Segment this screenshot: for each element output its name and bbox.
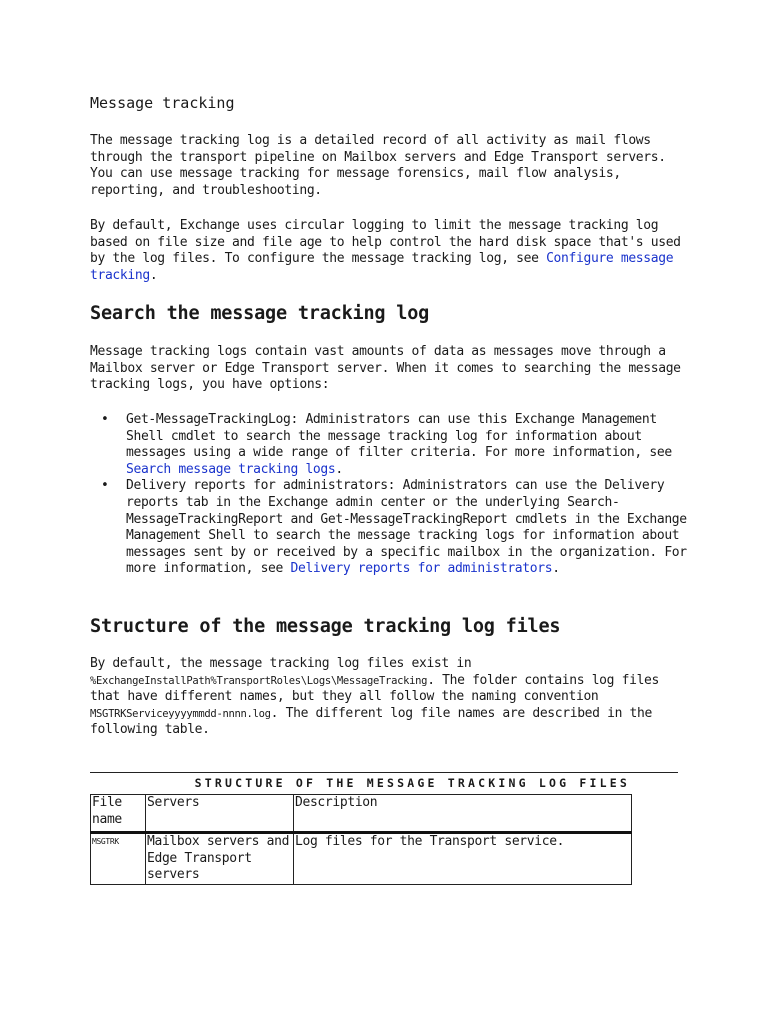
- table-row: [91, 833, 632, 885]
- search-paragraph: Message tracking logs contain vast amounts of data as messages move through a Mailbox server or Edge Transport server. When it comes to searching the message tracking logs, you have options:: [90, 344, 681, 393]
- folder-path: %ExchangeInstallPath%TransportRoles\Logs\MessageTracking: [90, 674, 428, 687]
- circular-logging-paragraph: [90, 218, 690, 284]
- paragraph-end: .: [149, 267, 158, 283]
- search-message-tracking-logs-link[interactable]: Search message tracking logs: [126, 461, 336, 477]
- options-list: [90, 412, 690, 578]
- table-top-rule: [90, 772, 678, 773]
- table-header-row: [91, 795, 632, 833]
- structure-paragraph: [90, 656, 690, 739]
- header-servers: Servers: [146, 795, 294, 833]
- bullet-icon: •: [101, 412, 109, 427]
- structure-heading: Structure of the message tracking log files: [90, 616, 561, 637]
- naming-convention: MSGTRKServiceyyyymmdd-nnnn.log: [90, 707, 271, 720]
- bullet-icon: •: [101, 478, 109, 494]
- intro-paragraph: The message tracking log is a detailed record of all activity as mail flows through the transport pipeline on Mailbox servers and Edge Transport servers. You can use message tracking for message forensics, mail flow analysis, reporting, and troubleshooting.: [90, 133, 666, 198]
- list-item: [90, 412, 690, 478]
- paragraph-text: By default, Exchange uses circular logging to limit the message tracking log based on file size and file age to help control the hard disk space that's used by the log files. To configure the message tracking log, see: [90, 218, 681, 267]
- list-item-text: Get-MessageTrackingLog: Administrators can use this Exchange Management Shell cmdlet to search the message tracking log for information about messages using a wide range of filter criteria. For more information, see: [126, 412, 672, 461]
- configure-message-tracking-link[interactable]: Configure message tracking: [90, 251, 674, 283]
- log-files-table: [90, 794, 632, 885]
- delivery-reports-link[interactable]: Delivery reports for administrators: [290, 561, 553, 577]
- header-file-name: File name: [91, 795, 146, 833]
- page-title: Message tracking: [90, 94, 235, 112]
- search-heading: Search the message tracking log: [90, 303, 430, 324]
- table-caption: STRUCTURE OF THE MESSAGE TRACKING LOG FILES: [194, 776, 630, 790]
- header-description: Description: [294, 795, 632, 833]
- cell-description: Log files for the Transport service.: [294, 833, 632, 885]
- paragraph-text: By default, the message tracking log files exist in: [90, 656, 472, 671]
- paragraph-text: . The folder contains log files that have different names, but they all follow the naming convention: [90, 672, 659, 705]
- paragraph-text: . The different log file names are described in the following table.: [90, 705, 652, 738]
- list-item-text: Delivery reports for administrators: Administrators can use the Delivery reports tab in the Exchange admin center or the underlying Search-MessageTrackingReport and Get-MessageTrackingReport cmdlets in the Exchange Management Shell to search the message tracking logs for information about messages sent by or received by a specific mailbox in the organization. For more information, see: [126, 478, 687, 577]
- list-item: [90, 478, 690, 578]
- cell-file-name: MSGTRK: [91, 833, 146, 885]
- cell-servers: Mailbox servers and Edge Transport servers: [146, 833, 294, 885]
- list-item-end: .: [552, 561, 560, 577]
- list-item-end: .: [335, 461, 343, 477]
